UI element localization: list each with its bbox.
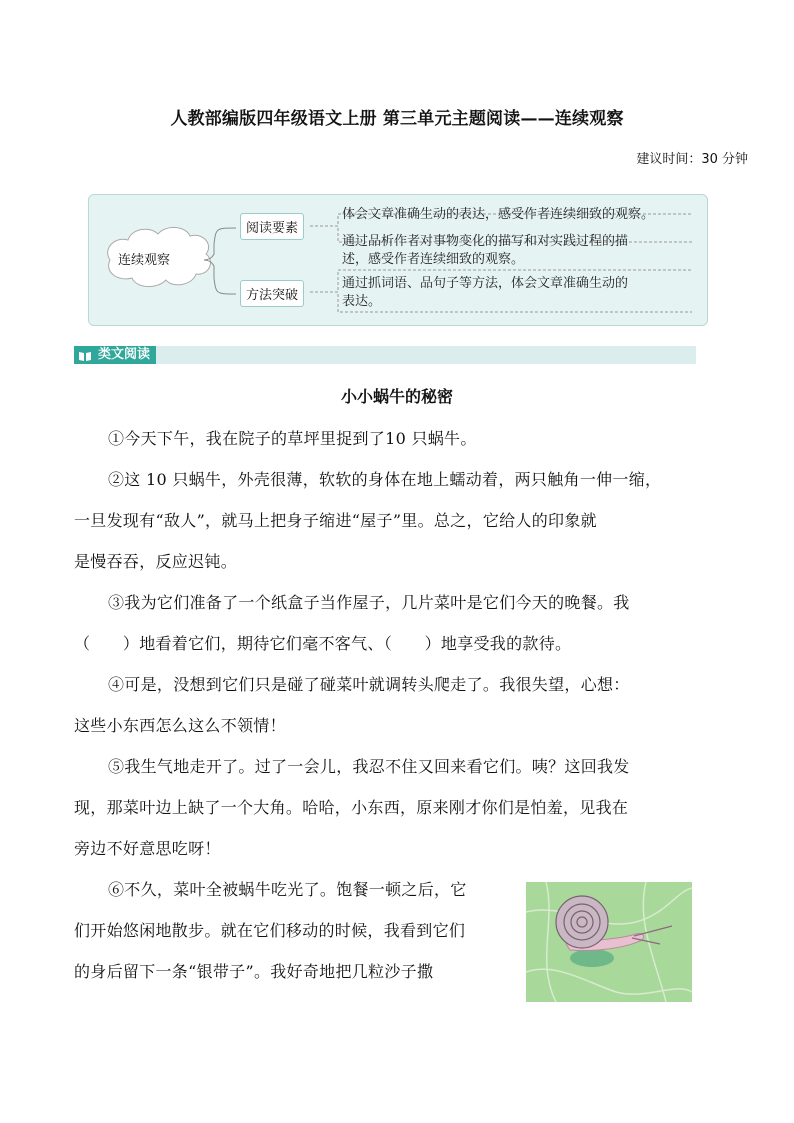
paragraph-line: ③我为它们准备了一个纸盒子当作屋子，几片菜叶是它们今天的晚餐。我 bbox=[108, 593, 630, 612]
paragraph-line: ⑤我生气地走开了。过了一会儿，我忍不住又回来看它们。咦？这回我发 bbox=[108, 757, 630, 776]
branch-label-method: 方法突破 bbox=[240, 280, 304, 307]
suggested-time: 建议时间：30 分钟 bbox=[636, 152, 748, 167]
snail-illustration bbox=[526, 882, 692, 1002]
paragraph-line: 旁边不好意思吃呀！ bbox=[74, 839, 221, 858]
mindmap-center: 连续观察 bbox=[118, 253, 171, 268]
section-label: 类文阅读 bbox=[98, 347, 151, 362]
book-icon bbox=[78, 350, 92, 361]
paragraph-5 bbox=[74, 746, 714, 869]
branch-text-method-b1: 通过抓词语、品句子等方法，体会文章准确生动的 bbox=[342, 276, 629, 291]
paragraph-line: 的身后留下一条“银带子”。我好奇地把几粒沙子撒 bbox=[74, 962, 434, 981]
paragraph-4 bbox=[74, 664, 714, 746]
branch-text-method-a2: 述，感受作者连续细致的观察。 bbox=[342, 252, 525, 267]
paragraph-line: 们开始悠闲地散步。就在它们移动的时候，我看到它们 bbox=[74, 921, 466, 940]
paragraph-line: 这些小东西怎么这么不领情！ bbox=[74, 716, 286, 735]
paragraph-line: 是慢吞吞，反应迟钝。 bbox=[74, 552, 238, 571]
paragraph-line: ①今天下午，我在院子的草坪里捉到了10 只蜗牛。 bbox=[108, 429, 477, 448]
branch-text-method-b2: 表达。 bbox=[342, 294, 382, 309]
branch-text-method-a1: 通过品析作者对事物变化的描写和对实践过程的描 bbox=[342, 234, 629, 249]
section-header bbox=[74, 346, 156, 364]
paragraph-line: （ ）地看着它们，期待它们毫不客气、（ ）地享受我的款待。 bbox=[74, 634, 572, 653]
paragraph-3 bbox=[74, 582, 714, 664]
paragraph-line: 一旦发现有“敌人”，就马上把身子缩进“屋子”里。总之，它给人的印象就 bbox=[74, 511, 597, 530]
page-title: 人教部编版四年级语文上册 第三单元主题阅读——连续观察 bbox=[170, 109, 624, 129]
section-bar bbox=[74, 346, 696, 364]
paragraph-6 bbox=[74, 869, 524, 992]
paragraph-line: ⑥不久，菜叶全被蜗牛吃光了。饱餐一顿之后，它 bbox=[108, 880, 467, 899]
paragraph-line: ②这 10 只蜗牛，外壳很薄，软软的身体在地上蠕动着，两只触角一伸一缩， bbox=[108, 470, 662, 489]
paragraph-1 bbox=[74, 418, 714, 459]
branch-text-reading: 体会文章准确生动的表达，感受作者连续细致的观察。 bbox=[342, 207, 655, 222]
branch-label-reading: 阅读要素 bbox=[240, 213, 304, 240]
paragraph-line: 现，那菜叶边上缺了一个大角。哈哈，小东西，原来刚才你们是怕羞，见我在 bbox=[74, 798, 629, 817]
story-title: 小小蜗牛的秘密 bbox=[340, 387, 453, 406]
paragraph-2 bbox=[74, 459, 714, 582]
paragraph-line: ④可是，没想到它们只是碰了碰菜叶就调转头爬走了。我很失望，心想： bbox=[108, 675, 630, 694]
